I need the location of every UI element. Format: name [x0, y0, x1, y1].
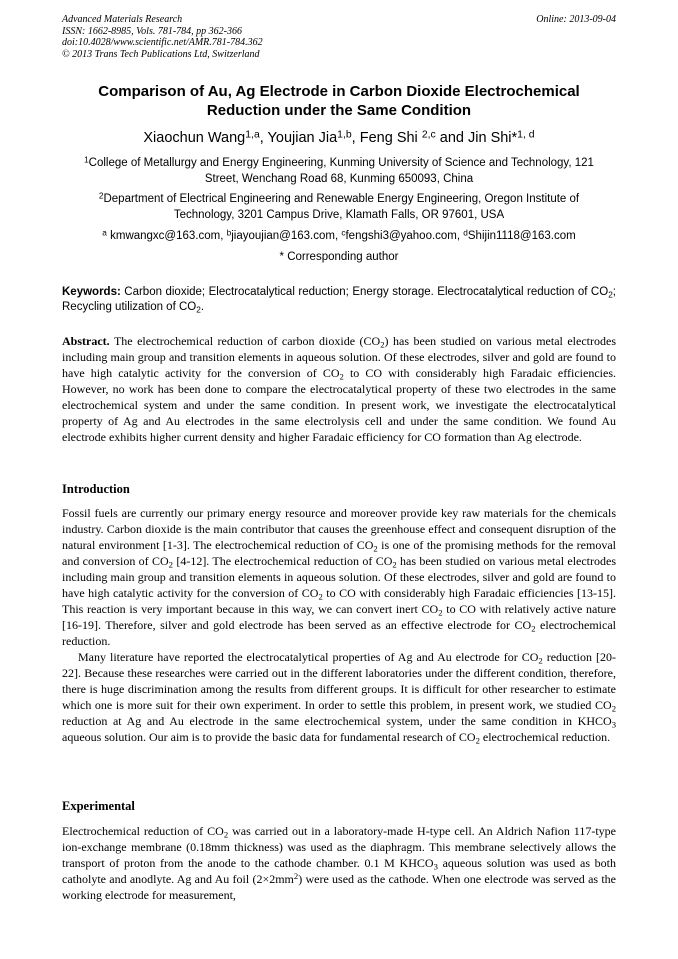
introduction-paragraph-2 [62, 649, 616, 745]
author-affiliation-marker: 1,a [245, 129, 260, 141]
author-affiliation-marker: 1, d [517, 129, 535, 141]
abstract-text: The electrochemical reduction of carbon dioxide (CO [109, 334, 381, 348]
online-date: Online: 2013-09-04 [536, 14, 616, 25]
superscript: 2 [293, 871, 299, 882]
email-address: Shijin1118@163.com [467, 230, 576, 242]
affiliation-marker: 1 [84, 155, 89, 165]
paragraph-text: Fossil fuels are currently our primary energy resource and moreover provide key raw materials for the chemicals industry. Carbon dioxide is the main contributor that causes the greenhouse effect and consequent disruption of the natural environment [1-3]. The electrochemical reduction of CO [62, 506, 616, 552]
introduction-body [62, 505, 616, 745]
doi-line: doi:10.4028/www.scientific.net/AMR.781-784.362 [62, 37, 263, 48]
keywords [62, 285, 616, 314]
corresponding-author-note: * Corresponding author [279, 251, 399, 263]
abstract-label: Abstract. [62, 334, 110, 348]
paragraph-text: Electrochemical reduction of CO [62, 824, 224, 838]
paragraph-text: Many literature have reported the electrocatalytical properties of Ag and Au electrode for CO [78, 650, 539, 664]
paragraph-text: is one of the promising methods for the removal and conversion of CO [62, 538, 616, 568]
subscript: 2 [611, 703, 616, 714]
title-line-1: Comparison of Au, Ag Electrode in Carbon Dioxide Electrochemical [98, 83, 580, 100]
paragraph-text: electrochemical reduction. [479, 730, 611, 744]
subscript: 2 [608, 290, 613, 300]
subscript: 2 [318, 591, 323, 602]
author-separator: , [259, 130, 268, 146]
experimental-body [62, 823, 616, 903]
paragraph-text: electrochemical reduction. [62, 618, 616, 648]
subscript: 2 [196, 304, 201, 314]
affiliation-line: Technology, 3201 Campus Drive, Klamath Falls, OR 97601, USA [173, 208, 505, 221]
subscript: 2 [339, 371, 344, 382]
author-affiliation-marker: 1,b [337, 129, 352, 141]
email-address: fengshi3@yahoo.com [345, 230, 457, 242]
paragraph-text: was carried out in a laboratory-made H-type cell. An Aldrich Nafion 117-type ion-exchange membrane (0.18mm thickness) was used as the diaphragm. This membrane selectively allows the transport of proton from the anode to the cathode chamber. 0.1 M KHCO [62, 824, 617, 870]
email-marker: c [341, 228, 346, 238]
subscript: 2 [373, 543, 378, 554]
email-address: jiayoujian@163.com [231, 230, 335, 242]
paragraph-text: reduction [20-22]. Because these researches were carried out in the different laboratories under the different condition, therefore, there is huge discrimination among the results from different groups. It is difficult for other researcher to estimate which one is more suit for their own experiment. In order to settle this problem, in present work, we studied CO [62, 650, 616, 712]
author-name: Jin Shi* [468, 130, 518, 146]
paragraph-text: has been studied on various metal electrodes including main group and transition elements in aqueous solution. Of these electrodes, silver and gold are found to have high catalytic activity for the conversion of CO [62, 554, 617, 600]
affiliation-marker: 2 [98, 191, 104, 201]
introduction-paragraph-1 [62, 505, 616, 649]
author-name: Youjian Jia [267, 130, 338, 146]
paragraph-text: to CO with considerably high Faradaic efficiencies [13-15]. This reaction is very important because in this way, we can convert inert CO [62, 586, 616, 616]
abstract-text: to CO with considerably high Faradaic efficiencies. However, no work has been done to compare the electrocatalytical property of these two electrodes in the same electrochemical system and under the same condition. In present work, we investigate the electrocatalytical property of Ag and Au electrodes in the same electrolysis cell and under the same condition. We found Au electrode exhibits higher current density and higher Faradaic efficiency for CO formation than Ag electrode. [62, 366, 617, 444]
author-name: Feng Shi [359, 130, 418, 146]
subscript: 2 [223, 829, 229, 840]
experimental-heading: Experimental [62, 799, 135, 813]
subscript: 2 [531, 623, 536, 634]
affiliation-line: Department of Electrical Engineering and Renewable Energy Engineering, Oregon Institute of [103, 193, 580, 205]
keywords-text: Carbon dioxide; Electrocatalytical reduction; Energy storage. Electrocatalytical reduction of CO [120, 286, 609, 298]
copyright-line: © 2013 Trans Tech Publications Ltd, Switzerland [62, 48, 260, 60]
paragraph-text: [4-12]. The electrochemical reduction of CO [172, 554, 393, 568]
paragraph-text: aqueous solution was used as both catholyte and anodlyte. Ag and Au foil (2×2mm [62, 856, 617, 886]
paragraph-text: ) were used as the cathode. When one electrode was served as the working electrode for measurement, [62, 872, 616, 902]
abstract-text: ) has been studied on various metal electrodes including main group and transition elements in aqueous solution. Of these electrodes, silver and gold are found to have high catalytic activity for the conversion of CO [62, 334, 616, 380]
affiliation-line: Street, Wenchang Road 68, Kunming 650093, China [204, 172, 474, 185]
email-marker: b [226, 228, 232, 238]
email-marker: a [102, 228, 107, 238]
keywords-label: Keywords: [62, 286, 121, 298]
email-address: kmwangxc@163.com [110, 230, 221, 242]
author-affiliation-marker: 2,c [421, 129, 436, 141]
author-list [62, 128, 616, 148]
subscript: 2 [392, 559, 397, 570]
email-marker: d [463, 228, 468, 238]
journal-name: Advanced Materials Research [62, 14, 183, 25]
paragraph-text: aqueous solution. Our aim is to provide the basic data for fundamental research of CO [62, 730, 476, 744]
keywords-text: ; Recycling utilization of CO [62, 286, 616, 313]
paragraph-text: to CO with relatively active nature [16-19]. Therefore, silver and gold electrode has been served as an effective electrode for CO [62, 602, 617, 632]
subscript: 2 [380, 339, 385, 350]
affiliation-2 [62, 192, 616, 223]
subscript: 2 [538, 655, 543, 666]
subscript: 2 [438, 607, 443, 618]
journal-header [62, 14, 616, 60]
author-emails: $^a$ kmwangxc@163.com, $^b$jiayoujian@163.com, $^c$fengshi3@yahoo.com, $^d$Shijin1118@163.com [102, 228, 576, 242]
paragraph-text: reduction at Ag and Au electrode in the same electrochemical system, under the same condition in KHCO [62, 714, 612, 728]
title-line-2: Reduction under the Same Condition [206, 102, 472, 119]
affiliation-line: College of Metallurgy and Energy Engineering, Kunming University of Science and Technology, 121 [88, 157, 594, 169]
subscript: 3 [611, 719, 616, 730]
author-and: and [435, 130, 468, 146]
issn-line: ISSN: 1662-8985, Vols. 781-784, pp 362-366 [62, 25, 242, 37]
subscript: 3 [433, 861, 438, 872]
abstract [62, 333, 616, 445]
affiliation-1 [62, 156, 616, 187]
introduction-heading: Introduction [62, 482, 130, 496]
paper-title [62, 82, 616, 120]
author-name: Xiaochun Wang [143, 130, 246, 146]
subscript: 2 [168, 559, 173, 570]
author-separator: , [351, 130, 360, 146]
subscript: 2 [475, 735, 480, 746]
keywords-text: . [200, 300, 205, 313]
